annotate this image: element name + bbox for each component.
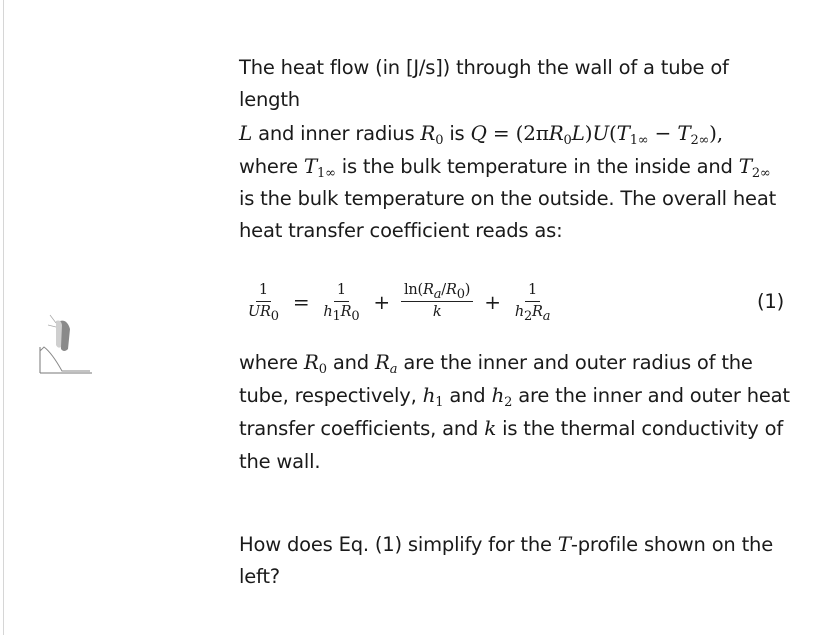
text: heat transfer coefficient reads as: (239, 219, 563, 243)
math-k: k (484, 416, 497, 441)
math-h2: $h_2$ (491, 383, 513, 411)
question-paragraph (239, 528, 794, 594)
math-L: L (239, 120, 253, 145)
text: and (443, 384, 492, 408)
plus-sign: + (484, 289, 501, 314)
text: -profile shown on the (570, 533, 773, 556)
math-T2inf: $T_{2\infty}$ (738, 153, 771, 181)
math-Q: Q (470, 120, 487, 145)
fraction-inner: $\frac{1}{h_1R_0}$ (323, 282, 360, 325)
math-T: T (557, 532, 571, 556)
math-close: ), (709, 120, 723, 145)
plus-sign: + (373, 289, 390, 314)
math-minus: − (648, 120, 678, 145)
text: the wall. (239, 449, 321, 473)
text: left? (239, 565, 280, 589)
text: where (239, 350, 304, 374)
text: is (443, 121, 471, 145)
text: tube, respectively, (239, 384, 423, 408)
math-h1: $h_1$ (422, 383, 444, 411)
math-eq: = (2π (486, 120, 549, 145)
intro-paragraph: The heat flow (in [J/s]) through the wall of a tube of length L and inner radius $R_0$ is $Q = (2\pi R_0L)U(T_{1\infty} - T_{2\infty})$, where $T_{1\infty}$ is the bulk temperature in the inside and $T_{2\infty}$ is the bulk temperature on the outside. The overall heat heat transfer coefficient reads as: (239, 56, 777, 243)
left-border (3, 0, 4, 635)
text: and inner radius (252, 121, 421, 145)
math-R0: $R_0$ (303, 349, 327, 377)
math-T1inf: $T_{1\infty}$ (303, 153, 336, 181)
fraction-wall: $\frac{\ln(R_a/R_0)}{k}$ (401, 281, 473, 322)
text: How does Eq. (1) simplify for the (239, 533, 558, 556)
math-U: U (592, 120, 609, 145)
text: The heat flow (in [J/s]) through the wall of a tube of length (239, 56, 729, 112)
fraction-outer: $\frac{1}{h_2R_a}$ (514, 282, 551, 325)
main-content (239, 52, 794, 478)
definitions-paragraph (239, 346, 794, 478)
tick-mark (50, 315, 56, 323)
question-block (239, 528, 794, 594)
math-R0: $R_0$ (420, 120, 444, 148)
math-L: L (571, 120, 585, 145)
fraction-lhs: $\frac{1}{UR_0}$ (248, 282, 279, 325)
text: are the inner and outer radius of the (397, 350, 753, 374)
equation-body (241, 272, 557, 332)
text: transfer coefficients, and (239, 417, 485, 441)
math-R0: $R_0$ (548, 120, 572, 148)
equals-sign: = (292, 289, 310, 314)
equation-1 (239, 272, 794, 332)
text: where (239, 154, 304, 178)
tick-mark (48, 325, 56, 327)
math-T1inf: $T_{1\infty}$ (616, 120, 649, 148)
math-T2inf: $T_{2\infty}$ (677, 120, 710, 148)
tube-wall-highlight (56, 321, 62, 348)
text: and (326, 350, 375, 374)
text: is the thermal conductivity of (496, 417, 783, 441)
equation-number: (1) (756, 289, 784, 313)
math-Ra: $R_a$ (374, 349, 398, 377)
text: is the bulk temperature on the outside. The overall heat (239, 187, 777, 211)
t-profile-thumbnail (34, 313, 94, 375)
text: is the bulk temperature in the inside and (335, 154, 739, 178)
text: are the inner and outer heat (512, 384, 790, 408)
